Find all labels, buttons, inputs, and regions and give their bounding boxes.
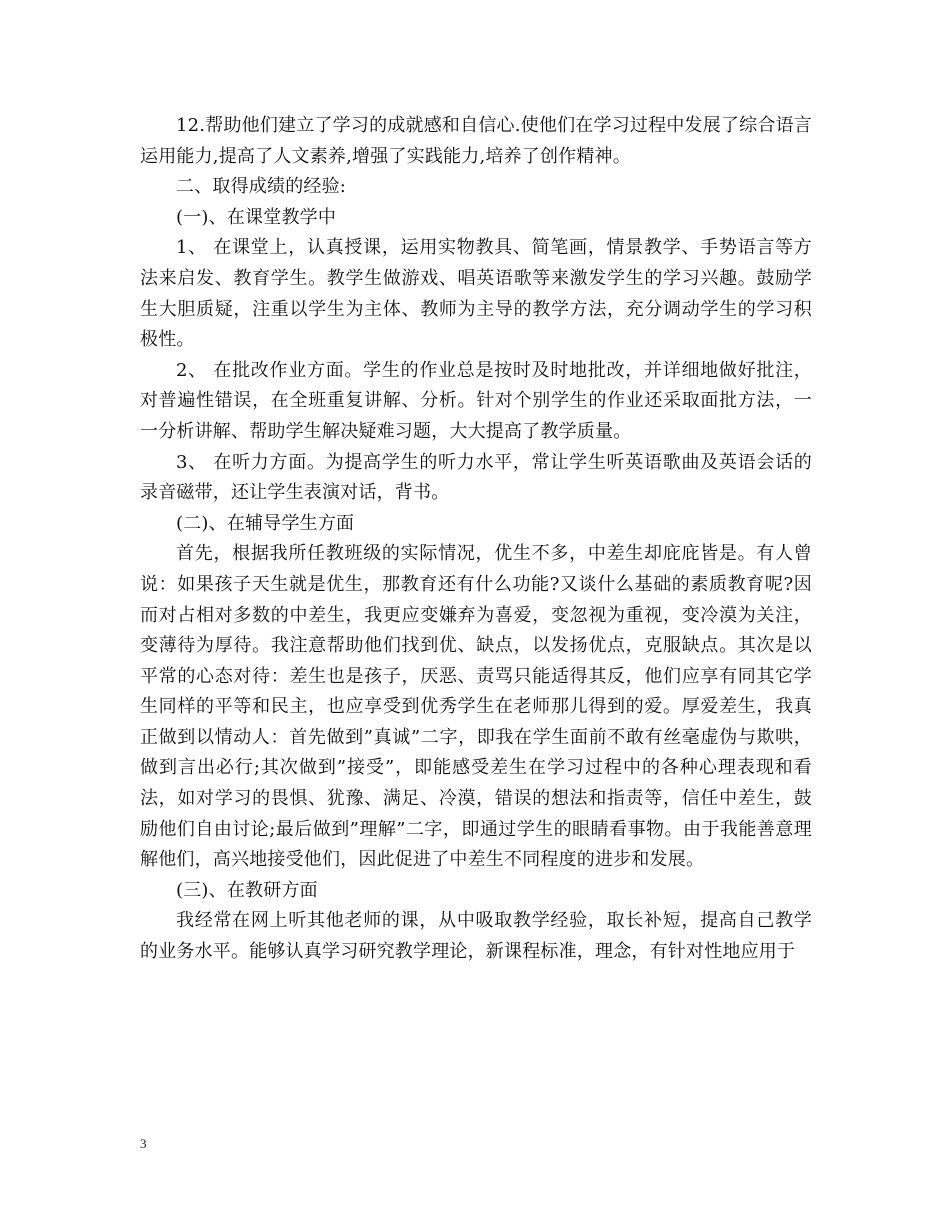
section-heading-experience: 二、取得成绩的经验: <box>176 176 347 198</box>
paragraph-teaching-research: 我经常在网上听其他老师的课，从中吸取教学经验，取长补短，提高自己教学的业务水平。能够认真学习研究教学理论，新课程标准，理念，有针对性地应用于 <box>140 910 812 963</box>
paragraph-item-1: 1、 在课堂上，认真授课，运用实物教具、简笔画，情景教学、手势语言等方法来启发、教育学生。教学生做游戏、唱英语歌等来激发学生的学习兴趣。鼓励学生大胆质疑，注重以学生为主体、教师为主导的教学方法，充分调动学生的学习积极性。 <box>140 237 812 351</box>
paragraph-tutoring: 首先，根据我所任教班级的实际情况，优生不多，中差生却庇庇皆是。有人曾说：如果孩子天生就是优生，那教育还有什么功能?又谈什么基础的素质教育呢?因而对占相对多数的中差生，我更应变嫌弃为喜爱，变忽视为重视，变冷漠为关注，变薄待为厚待。我注意帮助他们找到优、缺点，以发扬优点，克服缺点。其次是以平常的心态对待：差生也是孩子，厌恶、责骂只能适得其反，他们应享有同其它学生同样的平等和民主，也应享受到优秀学生在老师那儿得到的爱。厚爱差生，我真正做到以情动人：首先做到”真诚”二字，即我在学生面前不敢有丝毫虚伪与欺哄，做到言出必行;其次做到”接受”，即能感受差生在学习过程中的各种心理表现和看法，如对学习的畏惧、犹豫、满足、冷漠，错误的想法和指责等，信任中差生，鼓励他们自由讨论;最后做到”理解”二字，即通过学生的眼睛看事物。由于我能善意理解他们，高兴地接受他们，因此促进了中差生不同程度的进步和发展。 <box>140 543 812 871</box>
document-body <box>140 111 812 968</box>
subheading-tutoring-students: (二)、在辅导学生方面 <box>176 512 355 534</box>
subheading-classroom-teaching: (一)、在课堂教学中 <box>176 206 337 228</box>
paragraph-item-3: 3、 在听力方面。为提高学生的听力水平，常让学生听英语歌曲及英语会话的录音磁带，还让学生表演对话，背书。 <box>140 451 812 504</box>
paragraph-achievement-12: 12.帮助他们建立了学习的成就感和自信心.使他们在学习过程中发展了综合语言运用能力,提高了人文素养,增强了实践能力,培养了创作精神。 <box>140 115 812 167</box>
page-number: 3 <box>140 1136 147 1151</box>
paragraph-item-2: 2、 在批改作业方面。学生的作业总是按时及时地批改，并详细地做好批注，对普遍性错误，在全班重复讲解、分析。针对个别学生的作业还采取面批方法，一一分析讲解、帮助学生解决疑难习题，大大提高了教学质量。 <box>140 359 812 442</box>
subheading-teaching-research: (三)、在教研方面 <box>176 879 318 901</box>
